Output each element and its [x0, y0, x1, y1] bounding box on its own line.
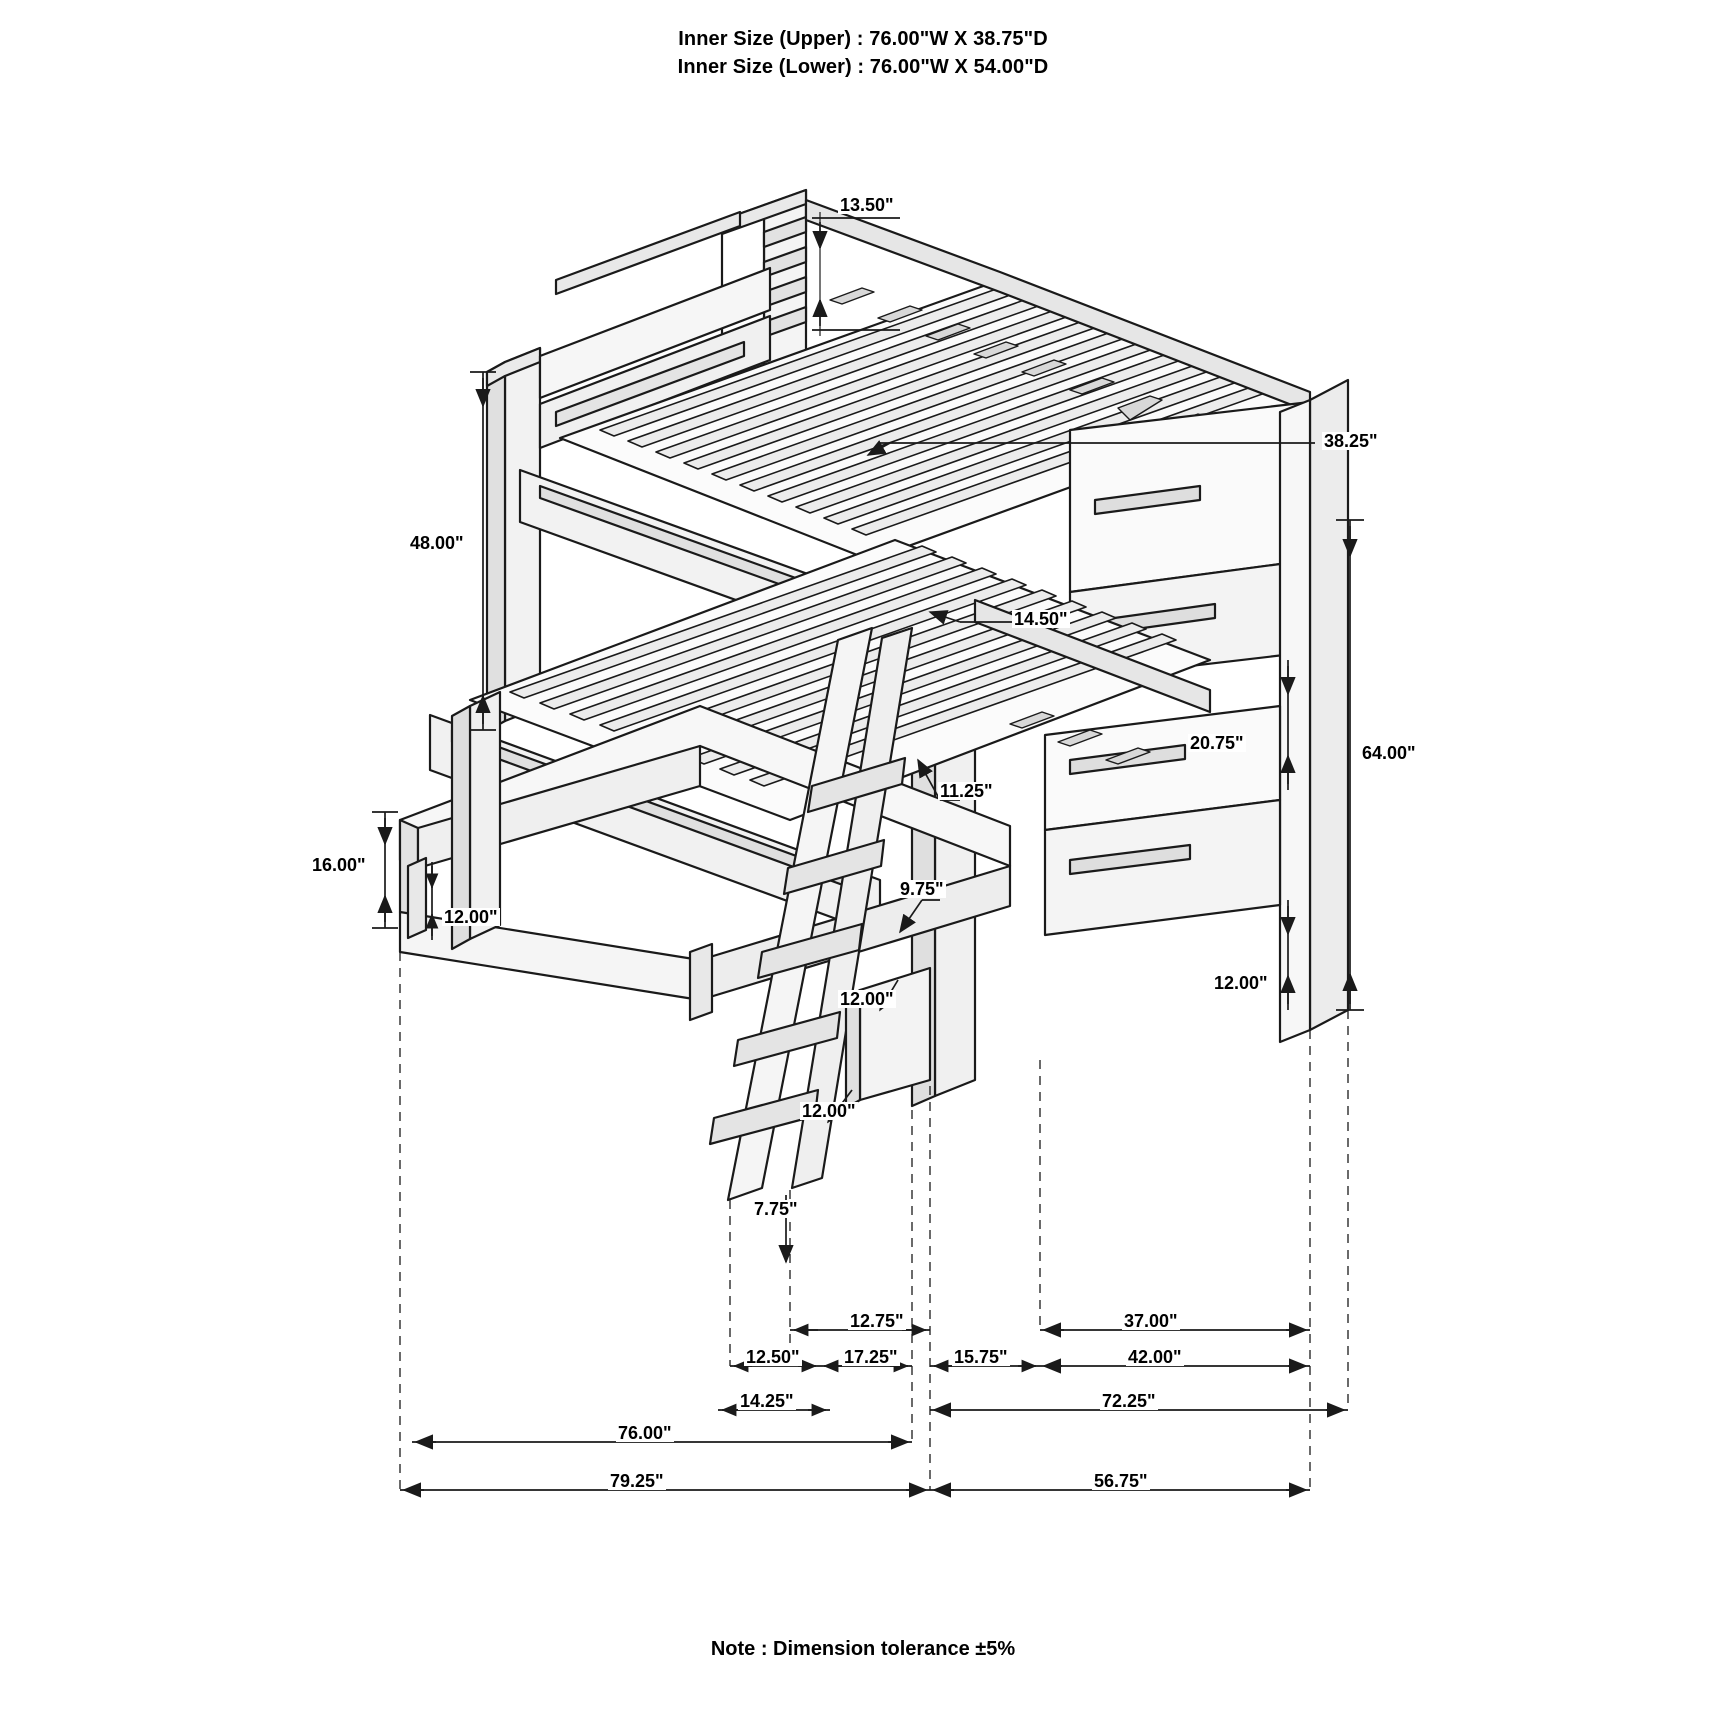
dim-label-12-50: 12.50": [746, 1347, 800, 1367]
dim-label-56-75: 56.75": [1094, 1471, 1148, 1491]
dim-label-7-75: 7.75": [754, 1199, 798, 1219]
dim-label-11-25: 11.25": [940, 781, 993, 801]
dim-label-12-00-right: 12.00": [1214, 973, 1268, 993]
dim-label-17-25: 17.25": [844, 1347, 898, 1367]
dim-label-48-00: 48.00": [410, 533, 464, 553]
dim-label-13-50: 13.50": [840, 195, 894, 215]
dim-label-12-00-left: 12.00": [444, 907, 498, 927]
inner-size-lower-text: Inner Size (Lower) : 76.00"W X 54.00"D: [677, 56, 1049, 78]
bed-geometry: [400, 190, 1348, 1200]
dim-label-20-75: 20.75": [1190, 733, 1244, 753]
inner-size-upper-text: Inner Size (Upper) : 76.00"W X 38.75"D: [678, 28, 1048, 50]
tolerance-note: Note : Dimension tolerance ±5%: [710, 1638, 1016, 1660]
dim-label-9-75: 9.75": [900, 879, 944, 899]
dim-label-42-00: 42.00": [1128, 1347, 1182, 1367]
dim-label-64-00: 64.00": [1362, 743, 1416, 763]
dim-label-38-25: 38.25": [1324, 431, 1378, 451]
upper-left-post: [487, 348, 540, 731]
dim-label-15-75: 15.75": [954, 1347, 1008, 1367]
dim-label-37-00: 37.00": [1124, 1311, 1178, 1331]
dim-label-72-25: 72.25": [1102, 1391, 1156, 1411]
dim-label-79-25: 79.25": [610, 1471, 664, 1491]
dim-label-16-00: 16.00": [312, 855, 366, 875]
dim-label-14-25: 14.25": [740, 1391, 794, 1411]
dim-label-12-75: 12.75": [850, 1311, 904, 1331]
dim-label-12-00-ladder-lower: 12.00": [802, 1101, 856, 1121]
dim-label-12-00-ladder-upper: 12.00": [840, 989, 894, 1009]
dim-label-76-00: 76.00": [618, 1423, 672, 1443]
dim-label-14-50: 14.50": [1014, 609, 1068, 629]
